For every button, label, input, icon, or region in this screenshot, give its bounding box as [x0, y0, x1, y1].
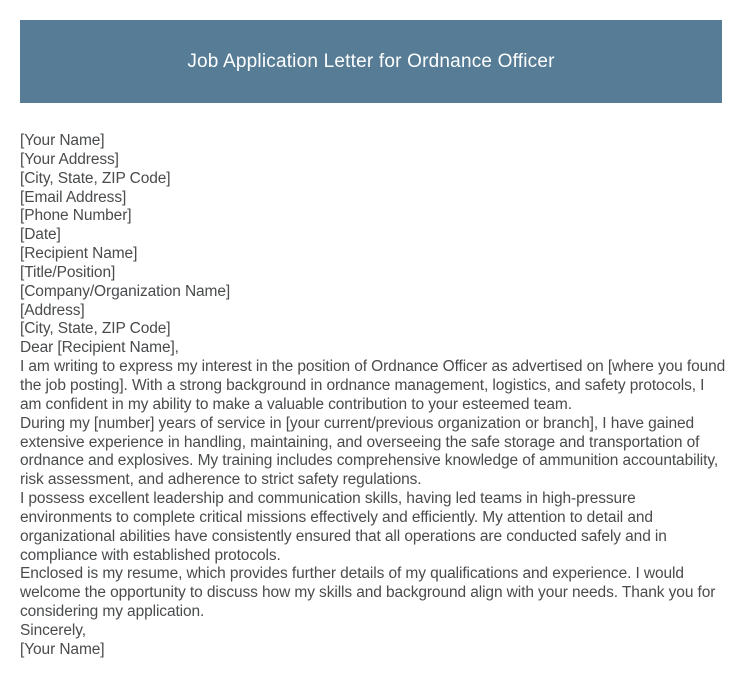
title-banner — [20, 20, 722, 103]
signature: [Your Name] — [20, 640, 105, 658]
letter-paragraph-skills: I possess excellent leadership and communication skills, having led teams in high-pressure environments to complete critical missions effectively and efficiently. My attention to detail and organizational abilities have consistently ensured that all operations are conducted safely and in compliance with established protocols. — [20, 490, 667, 564]
recipient-city-line: [City, State, ZIP Code] — [20, 320, 171, 338]
recipient-title-line: [Title/Position] — [20, 263, 116, 281]
sender-city-line: [City, State, ZIP Code] — [20, 169, 171, 187]
recipient-address-line: [Address] — [20, 301, 85, 319]
letter-paragraph-experience: During my [number] years of service in [your current/previous organization or branch], I have gained extensive experience in handling, maintaining, and overseeing the safe storage and transportation of ordnance and explosives. My training includes comprehensive knowledge of ammunition accountability, risk assessment, and adherence to strict safety regulations. — [20, 414, 719, 489]
letter-body — [20, 132, 727, 660]
recipient-name-line: [Recipient Name] — [20, 245, 138, 263]
phone-line: [Phone Number] — [20, 207, 132, 225]
letter-paragraph-enclosure: Enclosed is my resume, which provides further details of my qualifications and experience. I would welcome the opportunity to discuss how my skills and background align with your needs. Thank you for considering my application. — [20, 565, 716, 621]
salutation: Dear [Recipient Name], — [20, 339, 179, 357]
date-line: [Date] — [20, 226, 61, 244]
letter-paragraph-intro: I am writing to express my interest in the position of Ordnance Officer as advertised on [where you found the job posting]. With a strong background in ordnance management, logistics, and safety protocols, I am confident in my ability to make a valuable contribution to your esteemed team. — [20, 358, 726, 413]
email-line: [Email Address] — [20, 188, 127, 206]
company-line: [Company/Organization Name] — [20, 282, 231, 300]
sender-address-line: [Your Address] — [20, 150, 119, 168]
closing: Sincerely, — [20, 621, 86, 639]
sender-name-line: [Your Name] — [20, 132, 105, 149]
page-title: Job Application Letter for Ordnance Officer — [187, 50, 555, 72]
